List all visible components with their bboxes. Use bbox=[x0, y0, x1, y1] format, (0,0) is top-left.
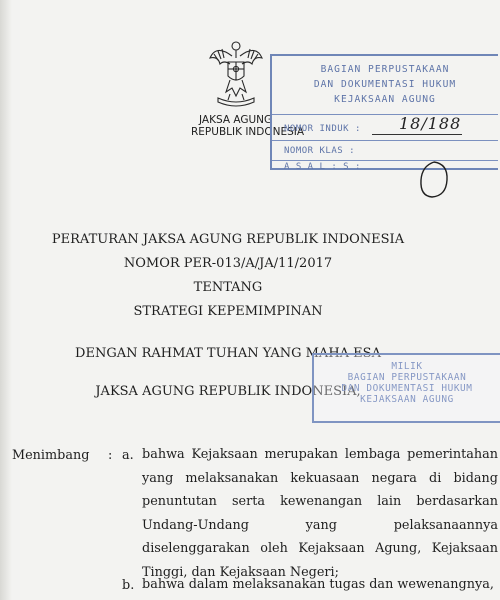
item-marker: a. bbox=[122, 448, 134, 463]
ownership-stamp-line2: BAGIAN PERPUSTAKAAN bbox=[347, 372, 467, 383]
library-stamp bbox=[270, 54, 498, 170]
ownership-stamp-line1: MILIK bbox=[391, 361, 423, 372]
considering-item-text: bahwa dalam melaksanakan tugas dan wewenangnya, bbox=[142, 577, 494, 592]
stamp-row-nomor-induk: NOMOR INDUK : bbox=[284, 124, 361, 134]
ownership-stamp bbox=[312, 353, 500, 423]
stamp-row-nomor-klas: NOMOR KLAS : bbox=[284, 146, 356, 156]
regulation-number: NOMOR PER-013/A/JA/11/2017 bbox=[123, 256, 333, 271]
issuing-authority: JAKSA AGUNG REPUBLIK INDONESIA, bbox=[95, 384, 361, 399]
regulation-title: PERATURAN JAKSA AGUNG REPUBLIK INDONESIA bbox=[51, 232, 405, 247]
considering-item-text: bahwa Kejaksaan merupakan lembaga pemerintahan yang melaksanakan kekuasaan negara di bidang penuntutan serta kewenangan lain berdasarkan Undang-Undang yang pelaksanaannya diselenggarakan oleh Kejaksaan Agung, Kejaksaan Tinggi, dan Kejaksaan Negeri; bbox=[142, 447, 498, 580]
about-label: TENTANG bbox=[193, 280, 263, 295]
considering-label: Menimbang bbox=[12, 448, 90, 463]
ownership-stamp-line4: KEJAKSAAN AGUNG bbox=[360, 394, 454, 405]
stamp-divider bbox=[272, 140, 498, 141]
library-stamp-heading bbox=[272, 62, 498, 107]
ownership-stamp-line3: DAN DOKUMENTASI HUKUM bbox=[341, 383, 473, 394]
library-stamp-line2: DAN DOKUMENTASI HUKUM bbox=[313, 79, 457, 90]
stamp-divider bbox=[272, 160, 498, 161]
garuda-emblem-icon bbox=[206, 36, 266, 110]
handwritten-underline bbox=[372, 134, 462, 135]
stamp-divider bbox=[272, 114, 498, 115]
invocation: DENGAN RAHMAT TUHAN YANG MAHA ESA bbox=[75, 346, 381, 361]
handwritten-index-number: 18/188 bbox=[399, 114, 462, 133]
considering-colon: : bbox=[108, 448, 113, 463]
library-stamp-line1: BAGIAN PERPUSTAKAAN bbox=[320, 64, 450, 75]
regulation-subject: STRATEGI KEPEMIMPINAN bbox=[133, 304, 323, 319]
item-marker: b. bbox=[122, 578, 135, 593]
issuer-title: JAKSA AGUNG bbox=[199, 114, 273, 126]
library-stamp-line3: KEJAKSAAN AGUNG bbox=[334, 94, 436, 105]
scan-edge-shadow bbox=[0, 0, 12, 600]
handwritten-circle-mark bbox=[414, 158, 454, 202]
stamp-row-asal: A S A L : S : bbox=[284, 162, 361, 172]
issuer-country: REPUBLIK INDONESIA bbox=[191, 126, 305, 138]
